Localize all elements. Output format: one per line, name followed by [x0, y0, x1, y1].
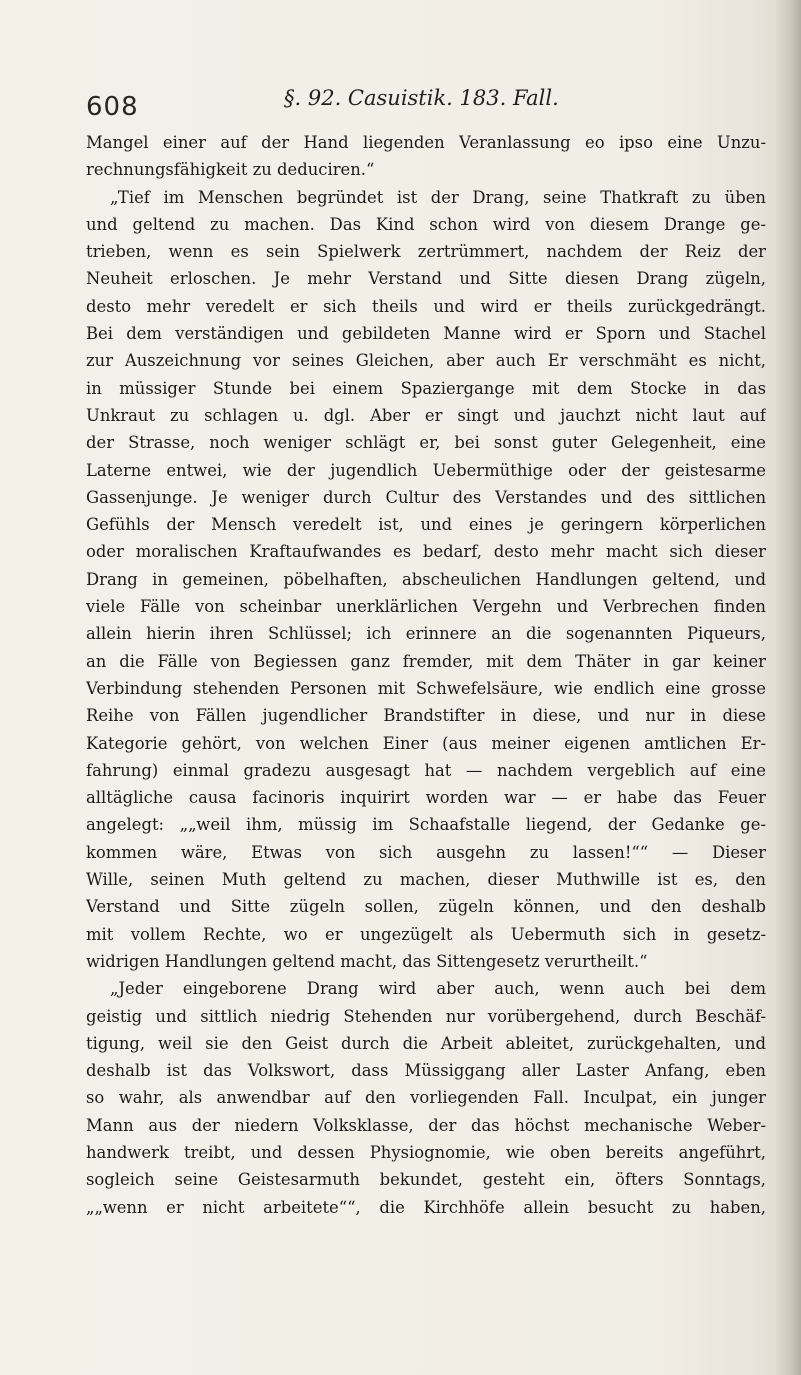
text-line: in müssiger Stunde bei einem Spaziergange mit dem Stocke in das — [86, 378, 766, 398]
text-line: „Jeder eingeborene Drang wird aber auch, wenn auch bei dem — [110, 979, 766, 999]
text-line: fahrung) einmal gradezu ausgesagt hat — nachdem vergeblich auf eine — [86, 760, 766, 780]
text-line: an die Fälle von Begiessen ganz fremder, mit dem Thäter in gar keiner — [86, 651, 766, 671]
text-line: Drang in gemeinen, pöbelhaften, abscheulichen Handlungen geltend, und — [86, 569, 766, 589]
text-line: allein hierin ihren Schlüssel; ich erinnere an die sogenannten Piqueurs, — [86, 624, 766, 644]
text-line: desto mehr veredelt er sich theils und wird er theils zurückgedrängt. — [86, 296, 766, 316]
text-line: der Strasse, noch weniger schlägt er, bei sonst guter Gelegenheit, eine — [86, 433, 766, 453]
page-edge-shadow — [775, 0, 801, 1375]
text-line: Verbindung stehenden Personen mit Schwefelsäure, wie endlich eine grosse — [86, 678, 766, 698]
text-line: Laterne entwei, wie der jugendlich Uebermüthige oder der geistesarme — [86, 460, 766, 480]
text-line: sogleich seine Geistesarmuth bekundet, gesteht ein, öfters Sonntags, — [86, 1170, 766, 1190]
text-line: Gefühls der Mensch veredelt ist, und eines je geringern körperlichen — [86, 515, 766, 535]
text-line: deshalb ist das Volkswort, dass Müssiggang aller Laster Anfang, eben — [86, 1061, 766, 1081]
text-line: und geltend zu machen. Das Kind schon wird von diesem Drange ge- — [86, 214, 766, 234]
text-line: Mangel einer auf der Hand liegenden Veranlassung eo ipso eine Unzu- — [86, 133, 766, 152]
text-line: Wille, seinen Muth geltend zu machen, dieser Muthwille ist es, den — [86, 870, 766, 890]
text-line: rechnungsfähigkeit zu deduciren.“ — [86, 160, 375, 180]
text-line: zur Auszeichnung vor seines Gleichen, aber auch Er verschmäht es nicht, — [86, 351, 766, 371]
text-line: Unkraut zu schlagen u. dgl. Aber er singt und jauchzt nicht laut auf — [86, 405, 766, 425]
text-line: Reihe von Fällen jugendlicher Brandstifter in diese, und nur in diese — [86, 706, 766, 726]
text-line: Bei dem verständigen und gebildeten Manne wird er Sporn und Stachel — [86, 324, 766, 344]
text-line: widrigen Handlungen geltend macht, das Sittengesetz verurtheilt.“ — [86, 951, 648, 971]
text-line: so wahr, als anwendbar auf den vorliegenden Fall. Inculpat, ein junger — [86, 1088, 766, 1108]
text-line: viele Fälle von scheinbar unerklärlichen Vergehn und Verbrechen finden — [86, 597, 766, 617]
text-line: „„wenn er nicht arbeitete““, die Kirchhöfe allein besucht zu haben, — [86, 1197, 766, 1217]
text-line: oder moralischen Kraftaufwandes es bedarf, desto mehr macht sich dieser — [86, 542, 766, 562]
body-text — [86, 129, 766, 1221]
text-line: tigung, weil sie den Geist durch die Arbeit ableitet, zurückgehalten, und — [86, 1033, 766, 1053]
page-number: 608 — [86, 92, 139, 122]
text-line: handwerk treibt, und dessen Physiognomie, wie oben bereits angeführt, — [86, 1142, 766, 1162]
text-line: „Tief im Menschen begründet ist der Drang, seine Thatkraft zu üben — [110, 187, 766, 207]
text-line: Mann aus der niedern Volksklasse, der das höchst mechanische Weber- — [86, 1115, 766, 1135]
text-line: angelegt: „„weil ihm, müssig im Schaafstalle liegend, der Gedanke ge- — [86, 815, 766, 835]
text-line: Kategorie gehört, von welchen Einer (aus meiner eigenen amtlichen Er- — [86, 733, 766, 753]
page-header — [86, 86, 766, 126]
text-line: geistig und sittlich niedrig Stehenden nur vorübergehend, durch Beschäf- — [86, 1006, 766, 1026]
text-line: mit vollem Rechte, wo er ungezügelt als Uebermuth sich in gesetz- — [86, 924, 766, 944]
text-line: Gassenjunge. Je weniger durch Cultur des Verstandes und des sittlichen — [86, 487, 766, 507]
text-line: Verstand und Sitte zügeln sollen, zügeln können, und den deshalb — [86, 897, 766, 917]
text-line: kommen wäre, Etwas von sich ausgehn zu lassen!““ — Dieser — [86, 842, 766, 862]
text-line: Neuheit erloschen. Je mehr Verstand und Sitte diesen Drang zügeln, — [86, 269, 766, 289]
text-line: alltägliche causa facinoris inquirirt worden war — er habe das Feuer — [86, 788, 766, 808]
running-head: §. 92. Casuistik. 183. Fall. — [284, 86, 559, 110]
text-line: trieben, wenn es sein Spielwerk zertrümmert, nachdem der Reiz der — [86, 242, 766, 262]
